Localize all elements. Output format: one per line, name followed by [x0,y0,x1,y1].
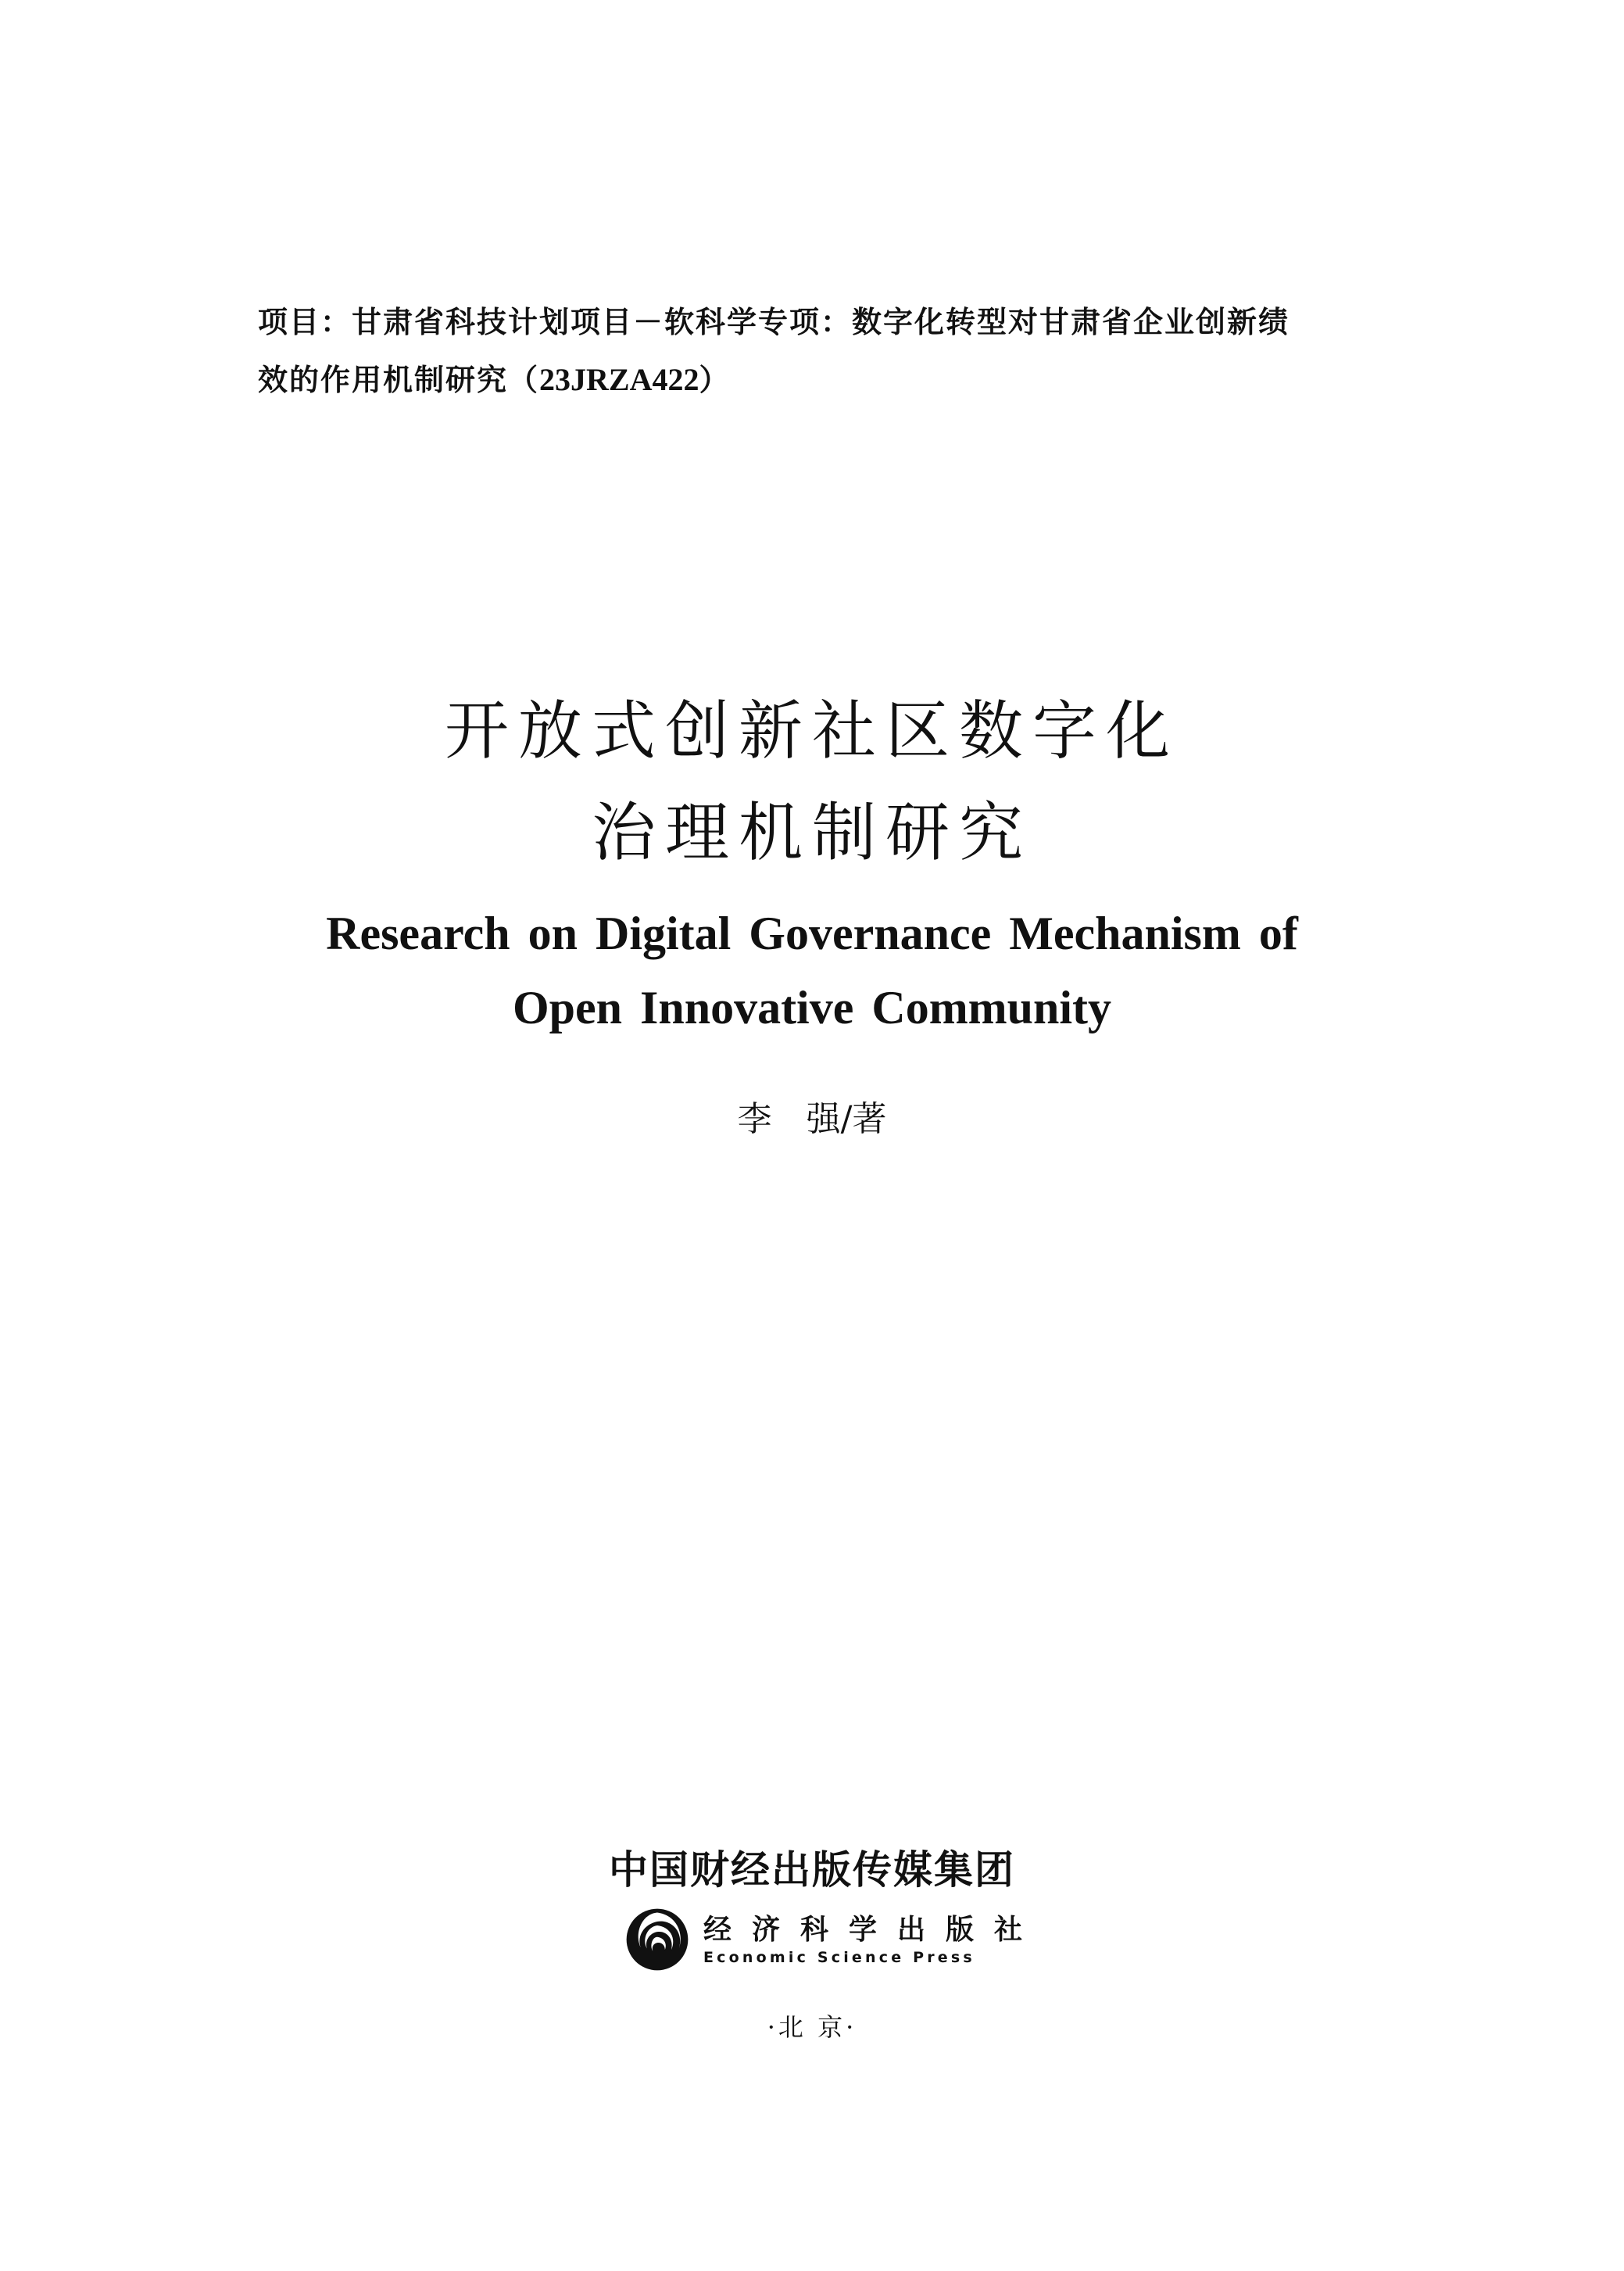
project-note-prefix: 效的作用机制研究（ [258,363,540,397]
title-en-line-1: Research on Digital Governance Mechanism of [326,908,1298,959]
project-funding-note [258,293,1368,409]
title-cn-line-2: 治理机制研究 [591,796,1032,870]
press-name-cn: 经济科学出版社 [703,1914,1043,1946]
swirl-logo-icon [625,1907,689,1972]
title-en-line-2: Open Innovative Community [512,982,1112,1033]
publication-city: ·北 京· [767,2012,857,2042]
project-note-line-1: 项目：甘肃省科技计划项目－软科学专项：数字化转型对甘肃省企业创新绩 [258,305,1290,339]
title-cn-line-1: 开放式创新社区数字化 [444,694,1179,768]
project-note-line-2 [258,351,1368,409]
press-name-en: Economic Science Press [703,1949,975,1966]
author-line: 李 强/著 [737,1099,887,1139]
project-note-suffix: ） [699,363,731,397]
project-code: 23JRZA422 [539,362,699,397]
publisher-group: 中国财经出版传媒集团 [609,1847,1015,1893]
